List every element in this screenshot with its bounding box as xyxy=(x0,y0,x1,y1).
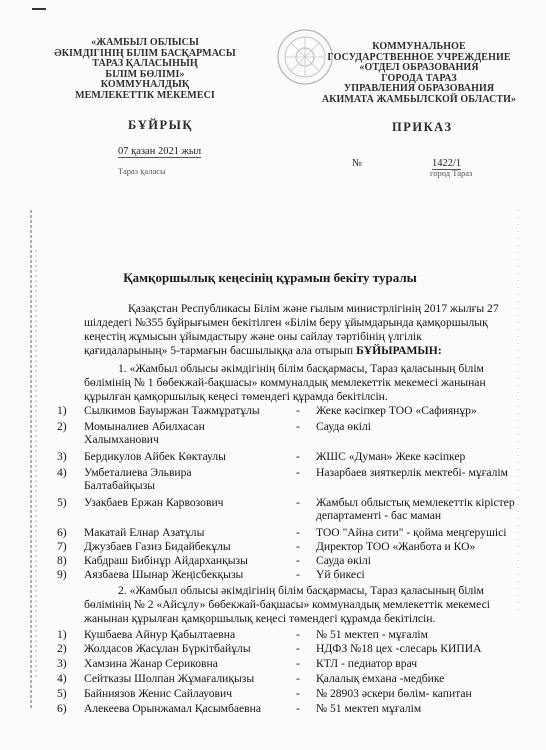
member-dash: - xyxy=(296,450,300,463)
member-name: Сейтказы Шолпан Жұмағалиқызы xyxy=(84,672,255,685)
member-role: Қалалық емхана -медбике xyxy=(316,672,445,685)
member-role-cont: департаменті - бас маман xyxy=(316,509,442,522)
member-dash: - xyxy=(296,554,300,567)
section1-line: 1. «Жамбыл облысы әкімдігінің білім басқармасы, Тараз қаласының білім xyxy=(118,362,484,375)
section1-line: бөлімінің № 1 бөбекжай-бақшасы» коммуналдық мемлекеттік мекемесі жанынан xyxy=(84,376,486,389)
member-name: Байниязов Женис Сайлауович xyxy=(84,687,233,700)
member-dash: - xyxy=(296,628,300,641)
corner-mark xyxy=(32,8,46,16)
header-ru-line: «ОТДЕЛ ОБРАЗОВАНИЯ xyxy=(359,62,479,73)
member-number: 7) xyxy=(57,540,67,553)
member-name: Бердикулов Айбек Көктаулы xyxy=(84,450,226,463)
member-role: Назарбаев зияткерлік мектебі- мұғалім xyxy=(316,466,508,479)
member-dash: - xyxy=(296,642,300,655)
intro-line: кеңестің жұмысын ұйымдастыру және оны сайлау тәртібінің үлгілік xyxy=(84,330,422,343)
member-role: Сауда өкілі xyxy=(316,554,371,567)
member-number: 5) xyxy=(57,496,67,509)
header-kz-line: ӘКІМДІГІНІҢ БІЛІМ БАСҚАРМАСЫ xyxy=(54,47,236,59)
place-ru: город Тараз xyxy=(430,168,473,178)
member-role: № 51 мектеп мұғалім xyxy=(316,702,422,715)
member-dash: - xyxy=(296,540,300,553)
header-ru-line: УПРАВЛЕНИЯ ОБРАЗОВАНИЯ xyxy=(343,83,495,94)
header-kz-line: «ЖАМБЫЛ ОБЛЫСЫ xyxy=(91,37,199,48)
member-name: Кабдраш Бибінұр Айдарханқызы xyxy=(84,554,248,567)
member-role: Сауда өкілі xyxy=(316,420,371,433)
header-kz-line: КОММУНАЛДЫҚ xyxy=(100,79,190,90)
member-role: КТЛ - педиатор врач xyxy=(316,657,418,670)
member-name-cont: Балтабайқызы xyxy=(84,479,156,492)
member-name: Умбеталиева Эльвира xyxy=(84,466,192,479)
order-number-sign: № xyxy=(352,158,363,169)
order-title-ru: ПРИКАЗ xyxy=(392,120,453,134)
header-ru-line: ГОСУДАРСТВЕННОЕ УЧРЕЖДЕНИЕ xyxy=(327,51,511,63)
order-title-kz: БҰЙРЫҚ xyxy=(128,118,193,132)
member-dash: - xyxy=(296,657,300,670)
document-title: Қамқоршылық кеңесінің құрамын бекіту туралы xyxy=(123,270,417,285)
member-name: Момыналиев Абилхасан xyxy=(84,420,205,433)
member-number: 3) xyxy=(57,657,67,670)
member-name: Хамзина Жанар Сериковна xyxy=(84,657,218,670)
intro-line: Қазақстан Республикасы Білім және ғылым министрлігінің 2017 жылғы 27 xyxy=(128,302,499,315)
member-role: № 28903 әскери бөлім- капитан xyxy=(316,687,472,700)
header-ru-line: КОММУНАЛЬНОЕ xyxy=(372,41,466,52)
order-date: 07 қазан 2021 жыл xyxy=(118,146,202,157)
member-dash: - xyxy=(296,496,300,509)
member-name: Сылкимов Бауыржан Тажмұратұлы xyxy=(84,404,260,417)
header-ru-line: АКИМАТА ЖАМБЫЛСКОЙ ОБЛАСТИ» xyxy=(321,93,517,105)
member-name-cont: Халымханович xyxy=(84,433,159,446)
member-role: Жеке кәсіпкер ТОО «Сафиянұр» xyxy=(316,404,477,417)
member-dash: - xyxy=(296,568,300,581)
member-role: Директор ТОО «Жанбота и КО» xyxy=(316,540,476,553)
member-number: 2) xyxy=(57,420,67,433)
member-dash: - xyxy=(296,466,300,479)
member-name: Узакбаев Ержан Карвозович xyxy=(84,496,224,509)
member-dash: - xyxy=(296,687,300,700)
member-number: 9) xyxy=(57,568,67,581)
header-ru xyxy=(316,42,522,105)
member-role: НДФЗ №18 цех -слесарь КИПИА xyxy=(316,642,482,655)
intro-command: БҰЙЫРАМЫН: xyxy=(356,344,442,357)
member-dash: - xyxy=(296,404,300,417)
section2-line: жанынан құрылған қамқоршылық кеңесі төмендегі құрамда бекітілсін. xyxy=(84,612,436,625)
member-role: ЖШС «Думан» Жеке кәсіпкер xyxy=(316,450,466,463)
member-number: 2) xyxy=(57,642,67,655)
section1-line: құрылған қамқоршылық кеңесі төмендегі құрамда бекітілсін. xyxy=(84,390,388,403)
header-kz-line: ТАРАЗ ҚАЛАСЫНЫҢ xyxy=(92,58,198,69)
member-number: 1) xyxy=(57,628,67,641)
member-number: 3) xyxy=(57,450,67,463)
member-dash: - xyxy=(296,702,300,715)
member-name: Алекеева Орынжамал Қасымбаевна xyxy=(84,702,261,715)
member-dash: - xyxy=(296,672,300,685)
member-name: Кушбаева Айнур Қабылтаевна xyxy=(84,628,236,641)
member-number: 5) xyxy=(57,687,67,700)
header-kz-line: БІЛІМ БӨЛІМІ» xyxy=(105,68,185,80)
member-number: 4) xyxy=(57,466,67,479)
member-number: 6) xyxy=(57,702,67,715)
member-dash: - xyxy=(296,420,300,433)
member-number: 8) xyxy=(57,554,67,567)
member-role: ТОО "Айна сити" - қойма меңгерушісі xyxy=(316,526,507,539)
member-name: Жолдасов Жасұлан Бүркітбайұлы xyxy=(84,642,251,655)
member-role: Жамбыл облыстық мемлекеттік кірістер xyxy=(316,496,515,509)
margin-stamp-text xyxy=(26,210,40,710)
intro-text: қағидаларының» 5-тармағын басшылыққа ала отырып xyxy=(84,344,354,357)
header-kz-line: МЕМЛЕКЕТТІК МЕКЕМЕСІ xyxy=(75,89,215,101)
section2-line: бөлімінің № 2 «Айсұлу» бөбекжай-бақшасы» коммуналдық мемлекеттік мекемесі xyxy=(84,598,490,611)
member-role: № 51 мектеп - мұғалім xyxy=(316,628,428,641)
member-number: 1) xyxy=(57,404,67,417)
order-number: 1422/1 xyxy=(432,158,462,169)
header-ru-line: ГОРОДА ТАРАЗ xyxy=(381,72,457,84)
member-name: Джузбаев Газиз Бидайбекұлы xyxy=(84,540,231,553)
header-kz xyxy=(52,38,238,101)
member-dash: - xyxy=(296,526,300,539)
member-number: 4) xyxy=(57,672,67,685)
section2-line: 2. «Жамбыл облысы әкімдігінің білім басқармасы, Тараз қаласының білім xyxy=(118,584,484,597)
place-kz: Тараз қаласы xyxy=(118,166,166,176)
member-number: 6) xyxy=(57,526,67,539)
intro-line xyxy=(84,344,442,357)
intro-line: шілдедегі №355 бұйрығымен бекітілген «Білім беру ұйымдарында қамқоршылық xyxy=(84,316,488,329)
member-role: Үй бикесі xyxy=(316,568,365,581)
member-name: Аязбаева Шынар Жеңісбекқызы xyxy=(84,568,244,581)
margin-edge-marks xyxy=(512,210,524,610)
member-name: Макатай Елнар Азатұлы xyxy=(84,526,205,539)
